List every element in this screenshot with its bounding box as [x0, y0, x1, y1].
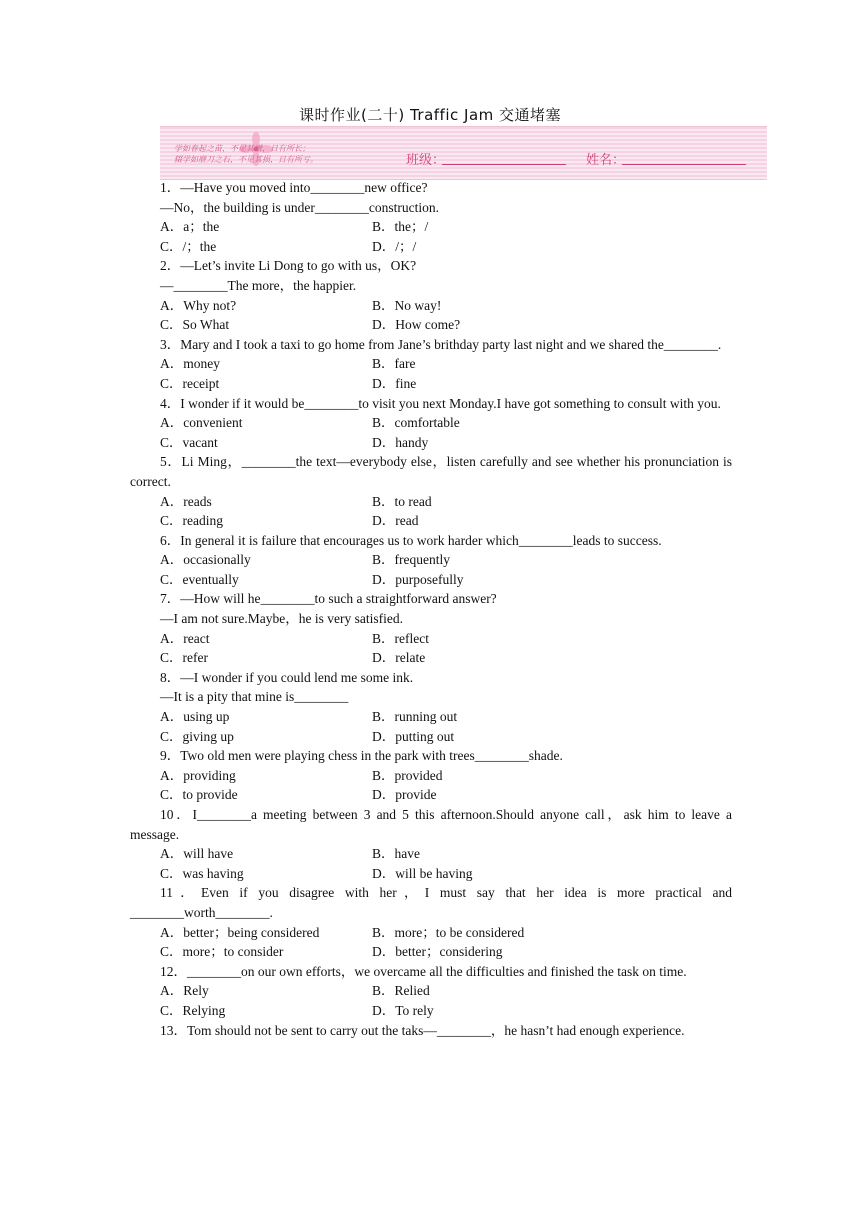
answer-option[interactable]: A．using up: [160, 709, 230, 725]
question-item: [130, 589, 732, 667]
question-item: [130, 805, 732, 883]
motto-text: [174, 143, 318, 165]
question-stem: 9．Two old men were playing chess in the park with trees________shade.: [160, 748, 563, 764]
answer-option[interactable]: A．reads: [160, 493, 212, 509]
answer-option[interactable]: D．better；considering: [372, 944, 503, 960]
question-stem: 12．________on our own efforts，we overcame all the difficulties and finished the task on time.: [160, 963, 687, 979]
name-field[interactable]: [622, 164, 746, 165]
answer-option[interactable]: A．will have: [160, 846, 234, 862]
option-row: [130, 413, 732, 433]
answer-option[interactable]: A．convenient: [160, 415, 243, 431]
answer-option[interactable]: B．the；/: [372, 219, 429, 235]
answer-option[interactable]: C．to provide: [160, 787, 238, 803]
option-row: [130, 864, 732, 884]
class-label: 班级：: [406, 153, 446, 168]
motto-line-1: 学如春起之苗，不见其增，日有所长；: [174, 144, 310, 153]
answer-option[interactable]: B．more；to be considered: [372, 924, 525, 940]
question-stem: 8．—I wonder if you could lend me some ink.: [160, 669, 414, 685]
question-stem: 6．In general it is failure that encourages us to work harder which________leads to success.: [160, 532, 662, 548]
option-row: [130, 707, 732, 727]
answer-option[interactable]: C．giving up: [160, 728, 234, 744]
option-row: [130, 923, 732, 943]
question-stem: 10．I________a meeting between 3 and 5 this afternoon.Should anyone call，ask him to leave a message.: [130, 807, 732, 842]
question-item: [130, 883, 732, 961]
option-row: [130, 570, 732, 590]
answer-option[interactable]: C．vacant: [160, 434, 218, 450]
answer-option[interactable]: B．reflect: [372, 630, 429, 646]
option-row: [130, 433, 732, 453]
answer-option[interactable]: C．refer: [160, 650, 208, 666]
answer-option[interactable]: C．Relying: [160, 1002, 226, 1018]
question-stem: 5．Li Ming，________the text—everybody else，listen carefully and see whether his pronunciation is correct.: [130, 454, 732, 489]
question-item: [130, 178, 732, 256]
question-stem: 3．Mary and I took a taxi to go home from Jane’s brithday party last night and we shared the________.: [160, 336, 722, 352]
question-reply: —No，the building is under________construction.: [160, 199, 439, 215]
answer-option[interactable]: D．provide: [372, 787, 437, 803]
question-item: [130, 531, 732, 590]
answer-option[interactable]: C．more；to consider: [160, 944, 284, 960]
answer-option[interactable]: C．So What: [160, 317, 230, 333]
answer-option[interactable]: A．react: [160, 630, 210, 646]
question-reply: —It is a pity that mine is________: [160, 689, 349, 705]
answer-option[interactable]: A．Rely: [160, 983, 209, 999]
option-row: [130, 844, 732, 864]
answer-option[interactable]: D．To rely: [372, 1002, 434, 1018]
worksheet-title: 课时作业(二十) Traffic Jam 交通堵塞: [298, 106, 562, 124]
answer-option[interactable]: C．receipt: [160, 375, 220, 391]
option-row: [130, 766, 732, 786]
option-row: [130, 550, 732, 570]
answer-option[interactable]: B．running out: [372, 709, 458, 725]
answer-option[interactable]: B．frequently: [372, 552, 450, 568]
option-row: [130, 374, 732, 394]
answer-option[interactable]: D．putting out: [372, 728, 455, 744]
option-row: [130, 511, 732, 531]
option-row: [130, 648, 732, 668]
answer-option[interactable]: D．/；/: [372, 238, 417, 254]
answer-option[interactable]: C．reading: [160, 513, 223, 529]
question-item: [130, 335, 732, 394]
motto-line-2: 辍学如磨刀之石，不见其损，日有所亏。: [174, 155, 318, 164]
answer-option[interactable]: B．Relied: [372, 983, 430, 999]
question-stem: 4．I wonder if it would be________to visit you next Monday.I have got something to consult with you.: [160, 395, 721, 411]
answer-option[interactable]: D．read: [372, 513, 419, 529]
question-stem: 2．—Let’s invite Li Dong to go with us，OK?: [160, 258, 417, 274]
question-reply: —________The more，the happier.: [160, 277, 357, 293]
answer-option[interactable]: A．providing: [160, 767, 236, 783]
answer-option[interactable]: B．provided: [372, 767, 443, 783]
question-stem: 11．Even if you disagree with her，I must say that her idea is more practical and ________worth________.: [130, 885, 732, 920]
question-item: [130, 746, 732, 805]
answer-option[interactable]: D．handy: [372, 434, 429, 450]
answer-option[interactable]: A．occasionally: [160, 552, 251, 568]
name-label: 姓名：: [586, 153, 626, 168]
option-row: [130, 354, 732, 374]
answer-option[interactable]: B．have: [372, 846, 420, 862]
question-item: [130, 668, 732, 746]
question-item: [130, 256, 732, 334]
answer-option[interactable]: A．Why not?: [160, 297, 237, 313]
answer-option[interactable]: D．fine: [372, 375, 417, 391]
answer-option[interactable]: C．/；the: [160, 238, 217, 254]
option-row: [130, 492, 732, 512]
option-row: [130, 296, 732, 316]
question-stem: 1．—Have you moved into________new office?: [160, 180, 428, 195]
option-row: [130, 315, 732, 335]
answer-option[interactable]: A．a；the: [160, 219, 220, 235]
question-item: [130, 1021, 732, 1041]
question-item: [130, 394, 732, 453]
question-item: [130, 962, 732, 1021]
question-stem: 13．Tom should not be sent to carry out the taks—________，he hasn’t had enough experience.: [160, 1022, 685, 1038]
option-row: [130, 217, 732, 237]
answer-option[interactable]: B．comfortable: [372, 415, 460, 431]
question-stem: 7．—How will he________to such a straightforward answer?: [160, 591, 497, 607]
answer-option[interactable]: D．relate: [372, 650, 426, 666]
header-banner: [160, 126, 767, 180]
answer-option[interactable]: B．No way!: [372, 297, 442, 313]
answer-option[interactable]: C．was having: [160, 865, 244, 881]
class-field[interactable]: [442, 164, 566, 165]
answer-option[interactable]: B．fare: [372, 356, 416, 372]
answer-option[interactable]: B．to read: [372, 493, 432, 509]
option-row: [130, 785, 732, 805]
question-list: [130, 178, 732, 1040]
answer-option[interactable]: C．eventually: [160, 571, 239, 587]
option-row: [130, 1001, 732, 1021]
answer-option[interactable]: A．money: [160, 356, 220, 372]
answer-option[interactable]: D．How come?: [372, 317, 461, 333]
answer-option[interactable]: A．better；being considered: [160, 924, 320, 940]
answer-option[interactable]: D．will be having: [372, 865, 473, 881]
option-row: [130, 629, 732, 649]
option-row: [130, 727, 732, 747]
option-row: [130, 942, 732, 962]
question-reply: —I am not sure.Maybe，he is very satisfied.: [160, 611, 403, 627]
option-row: [130, 981, 732, 1001]
question-item: [130, 452, 732, 530]
option-row: [130, 237, 732, 257]
answer-option[interactable]: D．purposefully: [372, 571, 464, 587]
